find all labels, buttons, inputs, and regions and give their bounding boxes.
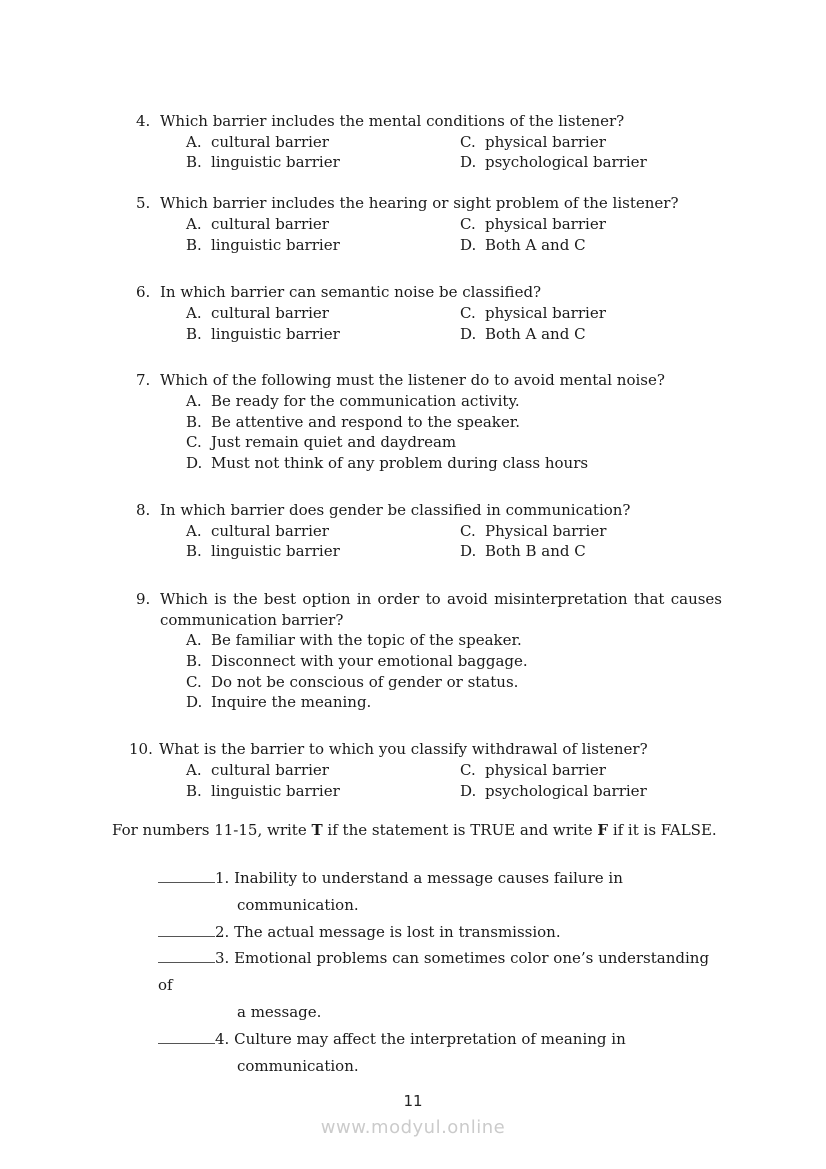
tf-statement-continued: a message.	[237, 1002, 322, 1021]
option-c	[460, 214, 722, 235]
instruction-text: For numbers 11-15, write	[112, 821, 312, 840]
question-number: 10.	[129, 740, 153, 759]
option-text: linguistic barrier	[211, 542, 340, 561]
option-b	[186, 781, 460, 802]
option-d	[460, 152, 722, 173]
question-text: What is the barrier to which you classify withdrawal of listener?	[159, 740, 648, 759]
option-label: C.	[460, 132, 476, 151]
option-text: cultural barrier	[211, 132, 329, 151]
instruction-text: if it is FALSE.	[608, 821, 717, 840]
instruction-text: if the statement is TRUE and write	[322, 821, 598, 840]
option-c	[460, 521, 722, 542]
option-text: Do not be conscious of gender or status.	[211, 672, 519, 691]
tf-number: 4.	[215, 1029, 230, 1048]
option-label: A.	[186, 760, 202, 779]
option-a	[186, 630, 722, 651]
options-grid	[186, 521, 722, 562]
option-text: Both B and C	[485, 542, 586, 561]
option-c	[186, 672, 722, 693]
option-label: B.	[186, 153, 202, 172]
question-number: 9.	[136, 589, 151, 608]
options-grid	[186, 214, 722, 255]
question-number: 7.	[136, 371, 151, 390]
option-a	[186, 214, 460, 235]
option-a	[186, 391, 722, 412]
options-list	[186, 391, 722, 474]
option-text: Just remain quiet and daydream	[211, 433, 457, 452]
options-list	[186, 630, 722, 713]
option-b	[186, 152, 460, 173]
option-label: C.	[186, 433, 202, 452]
option-text: cultural barrier	[211, 303, 329, 322]
option-label: B.	[186, 235, 202, 254]
question-number: 8.	[136, 500, 151, 519]
tf-statement-continued: communication.	[237, 895, 359, 914]
option-label: A.	[186, 214, 202, 233]
question-7	[136, 370, 722, 474]
tf-number: 1.	[215, 868, 230, 887]
answer-blank	[158, 1030, 215, 1044]
option-label: C.	[460, 214, 476, 233]
answer-blank	[158, 950, 215, 964]
option-d	[460, 235, 722, 256]
option-label: C.	[186, 672, 202, 691]
option-text: psychological barrier	[485, 781, 647, 800]
true-false-section	[158, 865, 722, 1079]
question-text-line-1: Which is the best option in order to avoid misinterpretation that causes	[160, 589, 722, 608]
question-text: In which barrier does gender be classified in communication?	[160, 500, 631, 519]
option-label: C.	[460, 521, 476, 540]
tf-item-3	[158, 945, 722, 1025]
option-a	[186, 760, 460, 781]
option-a	[186, 521, 460, 542]
option-label: A.	[186, 392, 202, 411]
options-grid	[186, 760, 722, 801]
question-10	[129, 739, 722, 801]
option-label: B.	[186, 324, 202, 343]
option-label: B.	[186, 412, 202, 431]
tf-statement-continued: communication.	[237, 1056, 359, 1075]
option-b	[186, 324, 460, 345]
option-b	[186, 235, 460, 256]
question-text: Which barrier includes the hearing or sight problem of the listener?	[160, 194, 679, 213]
option-text: Must not think of any problem during class hours	[211, 454, 589, 473]
option-label: A.	[186, 521, 202, 540]
options-grid	[186, 303, 722, 344]
page-number: 11	[403, 1092, 423, 1110]
option-text: linguistic barrier	[211, 235, 340, 254]
question-5	[136, 193, 722, 255]
question-number: 5.	[136, 194, 151, 213]
instruction-bold-t: T	[311, 821, 323, 840]
tf-number: 3.	[215, 949, 230, 968]
question-9	[136, 589, 722, 713]
option-label: D.	[186, 693, 203, 712]
options-grid	[186, 132, 722, 173]
answer-blank	[158, 923, 215, 937]
option-b	[186, 412, 722, 433]
option-text: linguistic barrier	[211, 324, 340, 343]
tf-item-2	[158, 919, 722, 946]
option-label: D.	[186, 454, 203, 473]
option-text: Be familiar with the topic of the speaker.	[211, 631, 522, 650]
tf-statement: Inability to understand a message causes failure in	[234, 868, 623, 887]
option-text: linguistic barrier	[211, 153, 340, 172]
option-text: physical barrier	[485, 760, 606, 779]
question-number: 4.	[136, 112, 151, 130]
option-label: C.	[460, 303, 476, 322]
option-c	[460, 132, 722, 153]
option-label: A.	[186, 631, 202, 650]
option-text: physical barrier	[485, 214, 606, 233]
option-text: Be ready for the communication activity.	[211, 392, 520, 411]
question-text	[160, 589, 722, 630]
option-label: D.	[460, 153, 477, 172]
tf-statement: Culture may affect the interpretation of meaning in	[234, 1029, 626, 1048]
option-c	[460, 303, 722, 324]
option-c	[186, 432, 722, 453]
option-text: Both A and C	[485, 235, 586, 254]
option-c	[460, 760, 722, 781]
option-text: linguistic barrier	[211, 781, 340, 800]
option-label: A.	[186, 132, 202, 151]
option-text: cultural barrier	[211, 521, 329, 540]
tf-item-4	[158, 1026, 722, 1080]
option-text: cultural barrier	[211, 214, 329, 233]
option-label: A.	[186, 303, 202, 322]
option-label: D.	[460, 324, 477, 343]
true-false-instruction	[112, 820, 722, 841]
option-d	[460, 324, 722, 345]
question-text: Which of the following must the listener do to avoid mental noise?	[160, 371, 665, 390]
option-label: D.	[460, 781, 477, 800]
question-text: In which barrier can semantic noise be classified?	[160, 283, 542, 302]
option-text: physical barrier	[485, 303, 606, 322]
option-label: D.	[460, 235, 477, 254]
option-d	[460, 781, 722, 802]
option-text: physical barrier	[485, 132, 606, 151]
option-text: psychological barrier	[485, 153, 647, 172]
question-6	[136, 282, 722, 344]
tf-item-1	[158, 865, 722, 919]
question-number: 6.	[136, 283, 151, 302]
page-content	[112, 111, 722, 1079]
tf-number: 2.	[215, 922, 230, 941]
option-text: Both A and C	[485, 324, 586, 343]
question-8	[136, 500, 722, 562]
question-text-line-2: communication barrier?	[160, 610, 344, 629]
answer-blank	[158, 869, 215, 883]
tf-statement: The actual message is lost in transmission.	[234, 922, 561, 941]
option-a	[186, 303, 460, 324]
question-4	[136, 111, 722, 173]
tf-statement: Emotional problems can sometimes color one’s understanding of	[158, 949, 710, 995]
option-d	[460, 541, 722, 562]
option-text: Disconnect with your emotional baggage.	[211, 652, 528, 671]
option-label: D.	[460, 542, 477, 561]
option-d	[186, 692, 722, 713]
option-a	[186, 132, 460, 153]
instruction-bold-f: F	[597, 821, 609, 840]
option-label: C.	[460, 760, 476, 779]
option-text: Inquire the meaning.	[211, 693, 372, 712]
watermark: www.modyul.online	[320, 1117, 506, 1138]
option-text: Be attentive and respond to the speaker.	[211, 412, 521, 431]
option-label: B.	[186, 652, 202, 671]
option-d	[186, 453, 722, 474]
option-text: Physical barrier	[485, 521, 607, 540]
option-label: B.	[186, 781, 202, 800]
question-text: Which barrier includes the mental conditions of the listener?	[160, 112, 625, 130]
option-label: B.	[186, 542, 202, 561]
option-text: cultural barrier	[211, 760, 329, 779]
option-b	[186, 541, 460, 562]
option-b	[186, 651, 722, 672]
